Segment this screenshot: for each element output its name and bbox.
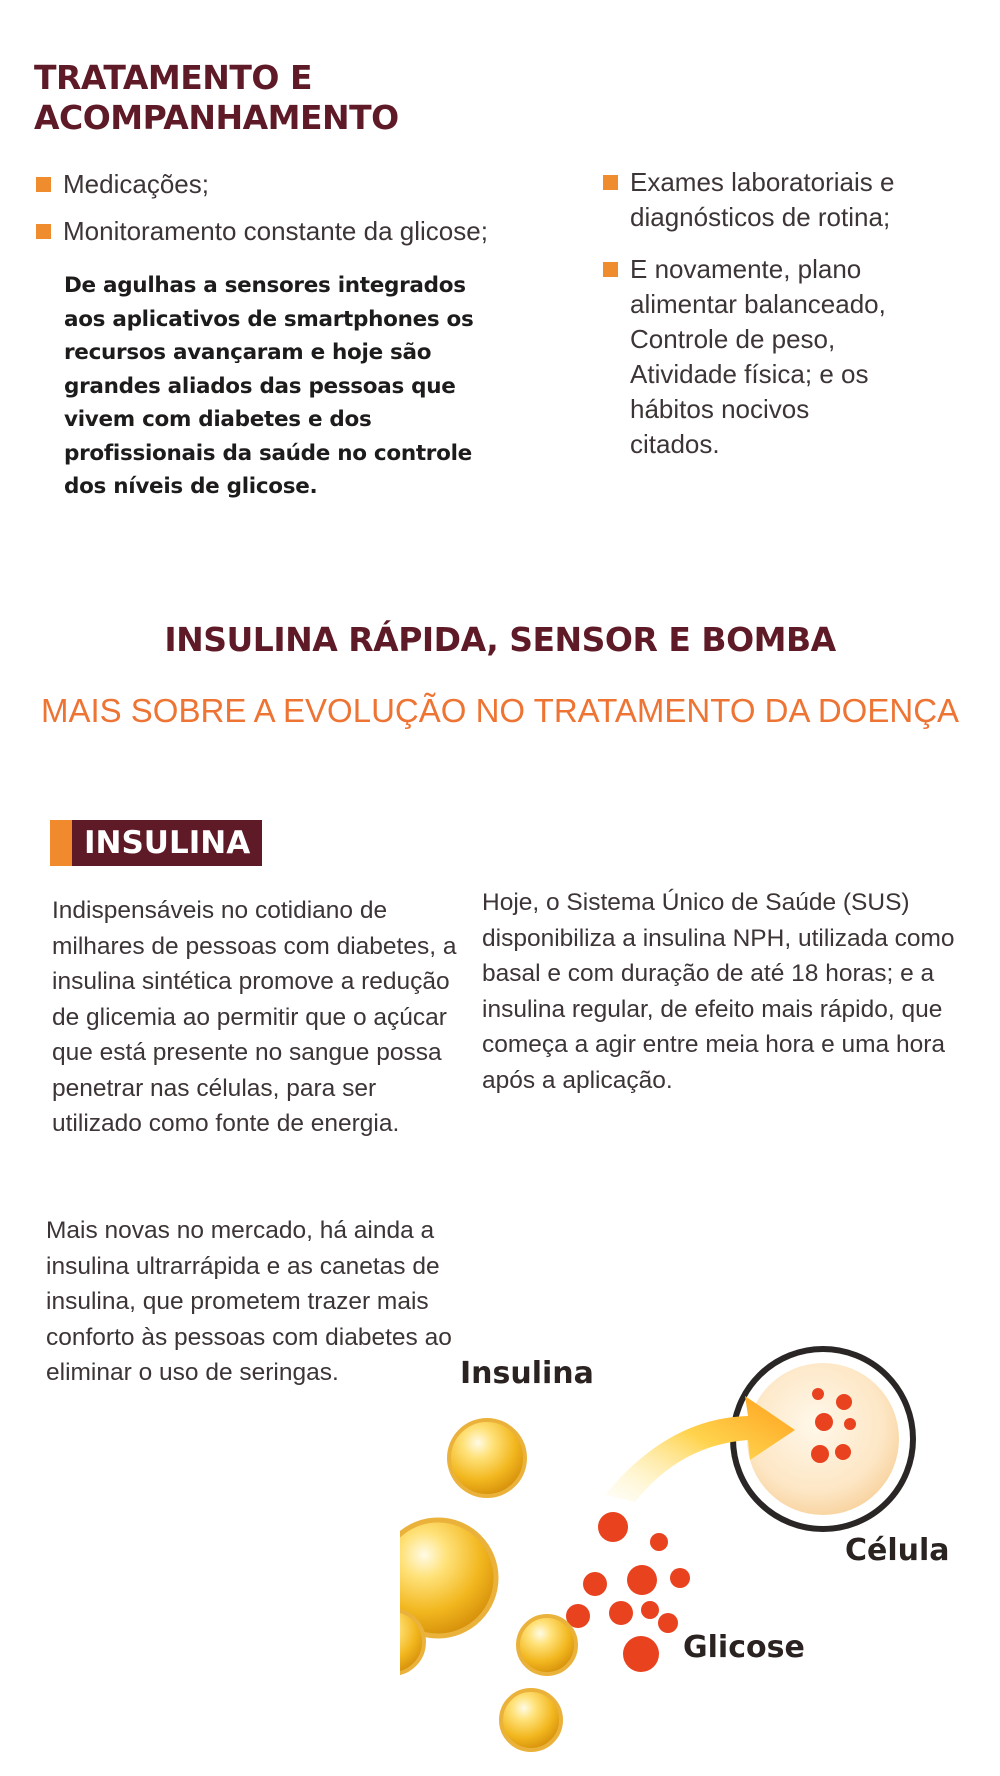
insulin-molecules-icon [400,1420,576,1750]
treatment-right-list [603,165,903,479]
list-item [36,167,556,202]
list-item [36,214,556,249]
insulina-paragraph-1: Indispensáveis no cotidiano de milhares de pessoas com diabetes, a insulina sintética promove a redução de glicemia ao permitir que o açúcar que está presente no sangue possa penetrar nas células, para ser utilizado como fonte de energia. [52,897,457,1137]
label-insulina: Insulina [460,1356,594,1391]
list-item [603,165,903,235]
bullet-square-icon [603,175,618,190]
section-title: INSULINA RÁPIDA, SENSOR E BOMBA [164,620,836,659]
bullet-square-icon [36,177,51,192]
treatment-title-line2: ACOMPANHAMENTO [34,98,399,137]
label-glicose: Glicose [683,1630,805,1665]
insulina-tag: INSULINA [72,820,262,866]
label-celula: Célula [845,1533,950,1568]
list-item-text: Exames laboratoriais e diagnósticos de rotina; [630,167,895,232]
insulina-paragraph-3: Mais novas no mercado, há ainda a insulina ultrarrápida e as canetas de insulina, que prometem trazer mais conforto às pessoas com diabetes ao eliminar o uso de seringas. [46,1217,452,1386]
bullet-square-icon [603,262,618,277]
list-item [603,252,903,462]
section-subtitle: MAIS SOBRE A EVOLUÇÃO NO TRATAMENTO DA DOENÇA [40,692,960,729]
treatment-title [34,58,399,138]
list-item-text: Medicações; [63,169,209,199]
insulina-paragraph-2: Hoje, o Sistema Único de Saúde (SUS) disponibiliza a insulina NPH, utilizada como basal e com duração de até 18 horas; e a insulina regular, de efeito mais rápido, que começa a agir entre meia hora e uma hora após a aplicação. [482,889,955,1094]
list-item-text: Monitoramento constante da glicose; [63,216,488,246]
bullet-square-icon [36,224,51,239]
insulin-glucose-illustration [400,1320,980,1760]
list-item-text: E novamente, plano alimentar balanceado, Controle de peso, Atividade física; e os hábitos nocivos citados. [630,254,886,459]
glucose-molecules-icon [566,1512,690,1672]
treatment-title-line1: TRATAMENTO E [34,58,312,97]
treatment-note: De agulhas a sensores integrados aos aplicativos de smartphones os recursos avançaram e hoje são grandes aliados das pessoas que vivem com diabetes e dos profissionais da saúde no controle dos níveis de glicose. [64,273,474,499]
treatment-left-list [36,167,556,261]
tag-accent-bar [50,820,72,866]
